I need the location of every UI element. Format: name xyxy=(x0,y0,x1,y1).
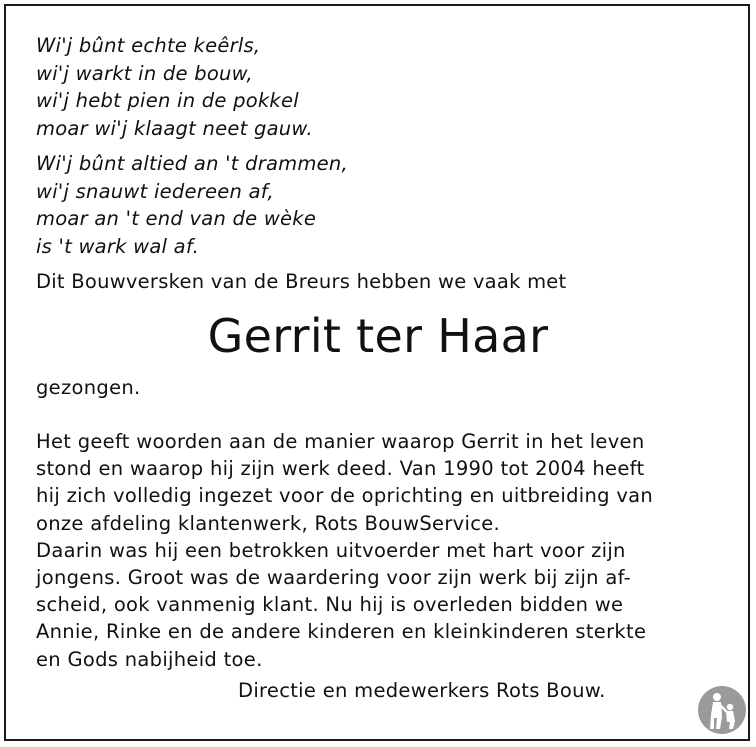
body-line: jongens. Groot was de waardering voor zijn werk bij zijn af- xyxy=(36,566,632,590)
body-line: hij zich volledig ingezet voor de oprichting en uitbreiding van xyxy=(36,484,654,508)
poem-line: wi'j hebt pien in de pokkel xyxy=(36,89,299,112)
body-line: Annie, Rinke en de andere kinderen en kleinkinderen sterkte xyxy=(36,620,647,644)
body-line: stond en waarop hij zijn werk deed. Van 1990 tot 2004 heeft xyxy=(36,457,645,481)
poem-line: Wi'j bûnt altied an 't drammen, xyxy=(36,152,348,175)
poem-line: moar wi'j klaagt neet gauw. xyxy=(36,116,313,140)
body-line: Daarin was hij een betrokken uitvoerder met hart voor zijn xyxy=(36,538,626,562)
poem-stanza-2 xyxy=(36,150,348,260)
body-line: scheid, ook vanmenig klant. Nu hij is overleden bidden we xyxy=(36,593,624,617)
poem-line: wi'j warkt in de bouw, xyxy=(36,61,254,85)
poem-line: moar an 't end van de wèke xyxy=(36,207,317,230)
body-line: en Gods nabijheid toe. xyxy=(36,647,263,671)
poem-line: Wi'j bûnt echte keêrls, xyxy=(36,34,261,57)
body-text xyxy=(36,428,726,673)
poem-stanza-1 xyxy=(36,32,313,142)
intro-text: Dit Bouwversken van de Breurs hebben we vaak met xyxy=(36,270,567,293)
deceased-name: Gerrit ter Haar xyxy=(207,309,549,363)
poem-line: wi'j snauwt iedereen af, xyxy=(36,179,274,203)
signature: Directie en medewerkers Rots Bouw. xyxy=(238,679,606,702)
body-line: onze afdeling klantenwerk, Rots BouwService. xyxy=(36,511,501,535)
body-line: Het geeft woorden aan de manier waarop Gerrit in het leven xyxy=(36,430,645,453)
poem-line: is 't wark wal af. xyxy=(36,234,200,258)
memorial-figure-icon xyxy=(697,685,747,735)
after-name-text: gezongen. xyxy=(36,376,141,399)
